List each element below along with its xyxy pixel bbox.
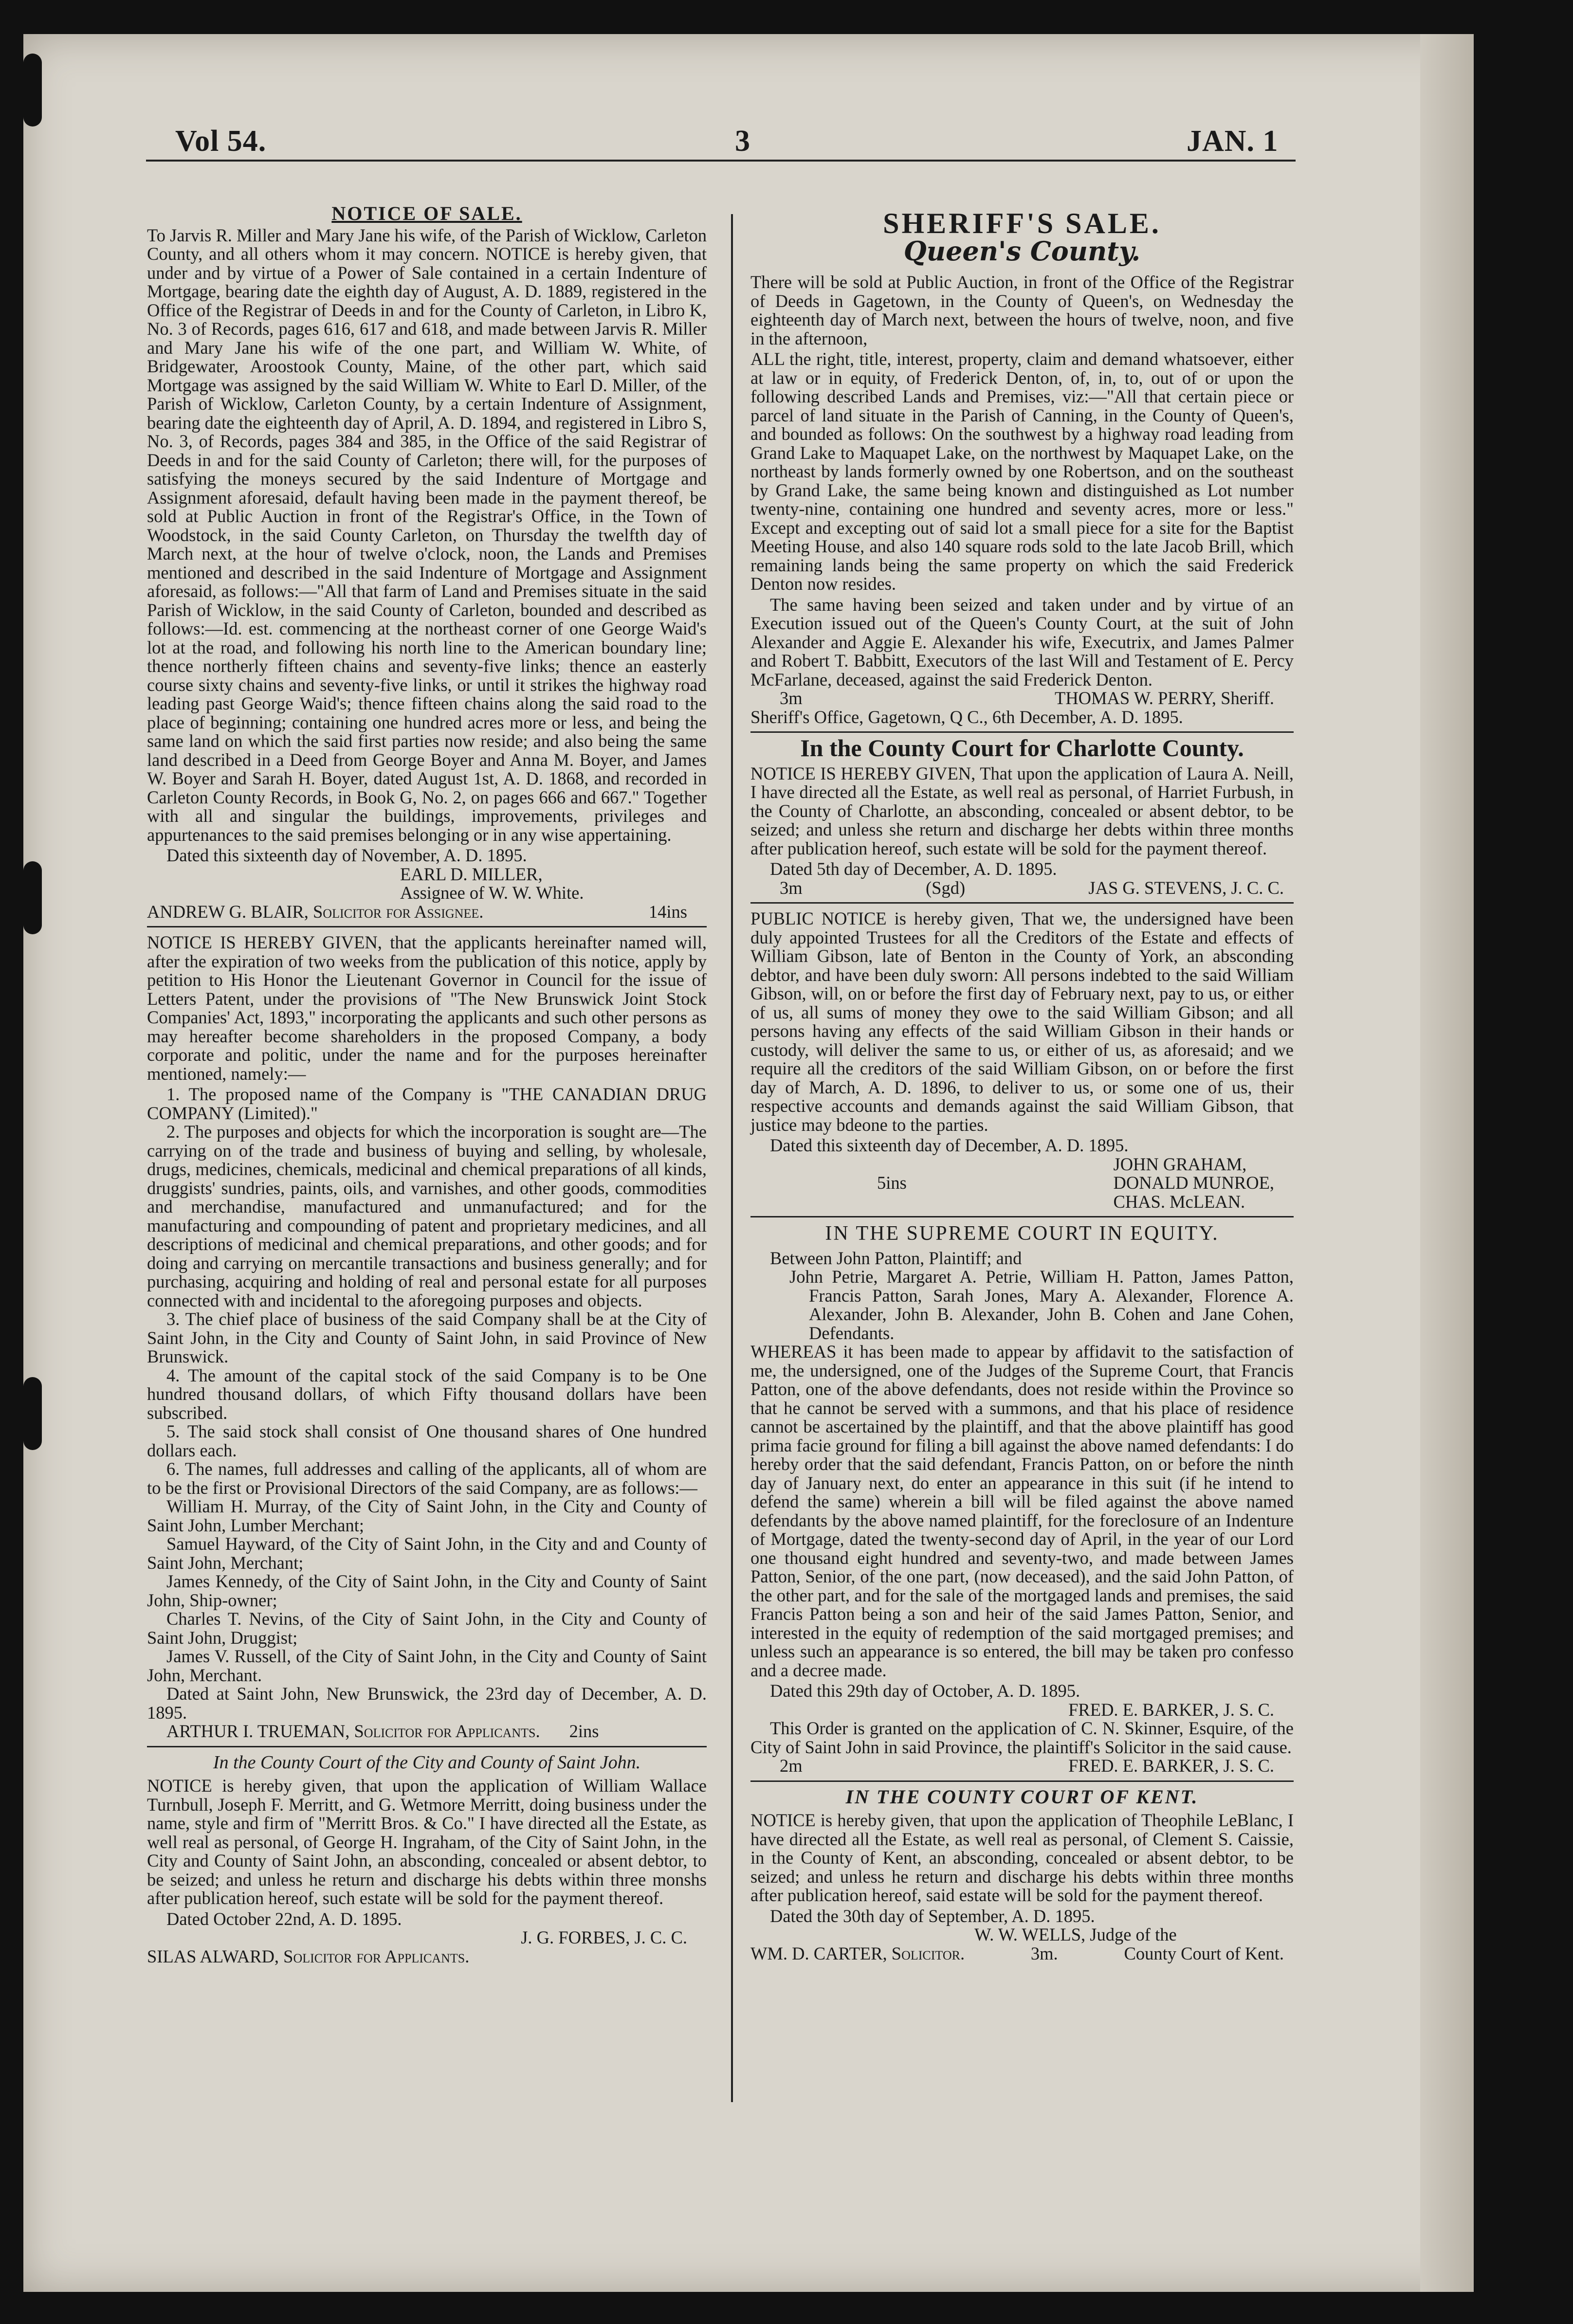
right-column xyxy=(750,204,1294,1963)
notice-of-sale-signer: EARL D. MILLER, xyxy=(400,864,543,884)
drug-company-item: 2. The purposes and objects for which the incorporation is sought are—The carrying on of the trade and business of buying and selling, by wholesale, drugs, medicines, chemicals, medicinal and chemical preparations of all kinds, druggists' sundries, paints, oils, and varnishes, and other goods, commodities and merchandise, manufactured and unmanufactured; and for the manufacturing and compounding of patent and proprietary medicines, and all descriptions of medicinal and chemical preparations, and other goods; and for doing and carrying on mercantile transactions and business generally; and for purchasing, acquiring and holding of real and personal estate for all purposes connected with and incidental to the aforegoing purposes and objects. xyxy=(147,1122,707,1310)
section-rule xyxy=(750,1780,1294,1782)
charlotte-dated: Dated 5th day of December, A. D. 1895. xyxy=(770,859,1057,879)
sheriff-body-2: ALL the right, title, interest, property, claim and demand whatsoever, either at law or in equity, of Frederick Denton, of, in, to, out of or upon the following described Lands and Premises, viz:—"All that certain piece or parcel of land situate in the Parish of Canning, in the County of Queen's, and bounded as follows: On the southwest by a highway road leading from Grand Lake to Maquapet Lake, on the northwest by Maquapet Lake, on the northeast by lands formerly owned by one Robertson, and on the southeast by Grand Lake, the same being known and distinguished as Lot number twenty-nine, containing one hundred and seventy acres, more or less." Except and excepting out of said lot a small piece for a site for the Baptist Meeting House, and also 140 square rods sold to the late Jacob Brill, which remaining lands being the same property on which the said Frederick Denton now resides. xyxy=(750,349,1294,594)
drug-company-item: 3. The chief place of business of the said Company shall be at the City of Saint John, in the City and County of Saint John, in said Province of New Brunswick. xyxy=(147,1309,707,1366)
notice-of-sale-body: To Jarvis R. Miller and Mary Jane his wife, of the Parish of Wicklow, Carleton County, and all others whom it may concern. NOTICE is hereby given, that under and by virtue of a Power of Sale contained in a certain Indenture of Mortgage, bearing date the eighth day of August, A. D. 1889, registered in the Office of the Registrar of Deeds in and for the County of Carleton, in Libro K, No. 3 of Records, pages 616, 617 and 618, and made between Jarvis R. Miller and Mary Jane his wife of the one part, and William W. White, of Bridgewater, Aroostook County, Maine, of the other part, which said Mortgage was assigned by the said William W. White to Earl D. Miller, of the Parish of Wicklow, Carleton County, by a certain Indenture of Assignment, bearing date the eighteenth day of April, A. D. 1894, and registered in Libro S, No. 3, of Records, pages 384 and 385, in the Office of the said Registrar of Deeds in and for the said County of Carleton; there will, for the purposes of satisfying the moneys secured by the said Indenture of Mortgage and Assignment aforesaid, default having been made in the payment thereof, be sold at Public Auction in front of the Registrar's Office, in the Town of Woodstock, in the said County Carleton, on Thursday the twelfth day of March next, at the hour of twelve o'clock, noon, the Lands and Premises mentioned and described in the said Indenture of Mortgage and Assignment aforesaid, as follows:—"All that farm of Land and Premises situate in the said Parish of Wicklow, in the said County of Carleton, bounded and described as follows:—Id. est. commencing at the northeast corner of one George Waid's lot at the road, and following his north line to the American boundary line; thence northerly fifteen chains and seventy-five links; thence an easterly course sixty chains and seventy-five links, or until it strikes the highway road leading past George Waid's; thence fifteen chains along the said road to the place of beginning; containing one hundred acres more or less, and being the same land on which the said first parties now reside; and also being the same land described in a Deed from George Boyer and Anna M. Boyer, and James W. Boyer and Sarah H. Boyer, dated August 1st, A. D. 1868, and recorded in Carleton County Records, in Book G, No. 2, on pages 666 and 667." Together with all and singular the buildings, improvements, privileges and appurtenances to the said premises belonging or in any wise appertaining. xyxy=(147,225,707,845)
notice-of-sale-solicitor: ANDREW G. BLAIR, Solicitor for Assignee. xyxy=(147,901,484,922)
charlotte-body: NOTICE IS HEREBY GIVEN, That upon the application of Laura A. Neill, I have directed all the Estate, as well real as personal, of Harriet Furbush, in the County of Charlotte, an absconding, concealed or absent debtor, to be seized; and unless she return and discharge her debts within three months after publication hereof, such estate will be sold for the payment thereof. xyxy=(750,763,1294,858)
kent-title: IN THE COUNTY COURT OF KENT. xyxy=(845,1785,1199,1808)
queens-county-subtitle: Queen's County. xyxy=(903,235,1141,267)
notice-of-sale-footer xyxy=(147,903,707,922)
drug-company-applicant: Charles T. Nevins, of the City of Saint John, in the City and County of Saint John, Druggist; xyxy=(147,1609,707,1648)
gibson-dated: Dated this sixteenth day of December, A. D. 1895. xyxy=(770,1135,1129,1155)
page-number: 3 xyxy=(735,125,750,158)
sheriff-sale-title: SHERIFF'S SALE. xyxy=(883,207,1161,239)
supreme-judge: FRED. E. BARKER, J. S. C. xyxy=(1068,1699,1274,1720)
trustee-name: DONALD MUNROE, xyxy=(1113,1173,1274,1193)
notice-of-sale-signer-title: Assignee of W. W. White. xyxy=(400,883,584,903)
supreme-signature-row xyxy=(750,1757,1294,1776)
supreme-parties-1: Between John Patton, Plaintiff; and xyxy=(770,1248,1022,1268)
gibson-body: PUBLIC NOTICE is hereby given, That we, the undersigned have been duly appointed Trustees for all the Creditors of the Estate and effects of William Gibson, late of Benton in the County of York, an absconding debtor, and have been duly sworn: All persons indebted to the said William Gibson, will, on or before the first day of February next, pay to us, or either of us, all sums of money they owe to the said William Gibson; and all persons having any effects of the said William Gibson in their hands or custody, will deliver the same to us, or either of us, as aforesaid; and we require all the creditors of the said William Gibson, on or before the first day of March, A. D. 1896, to deliver to us, or some one of us, their respective accounts and demands against the said William Gibson, that justice may bdeone to the parties. xyxy=(750,908,1294,1135)
charlotte-sgd: (Sgd) xyxy=(925,877,966,898)
merritt-dated: Dated October 22nd, A. D. 1895. xyxy=(166,1908,402,1929)
supreme-term: 2m xyxy=(780,1756,803,1776)
binding-hole-middle xyxy=(23,861,42,934)
notice-of-sale-insertion: 14ins xyxy=(648,901,687,922)
gibson-trustees xyxy=(1113,1155,1274,1212)
sheriff-office: Sheriff's Office, Gagetown, Q C., 6th December, A. D. 1895. xyxy=(750,707,1183,727)
kent-solicitor: WM. D. CARTER, Solicitor. xyxy=(750,1943,965,1963)
section-rule xyxy=(147,926,707,927)
supreme-dated: Dated this 29th day of October, A. D. 1895. xyxy=(770,1681,1080,1701)
gibson-signature-row xyxy=(750,1155,1294,1212)
kent-term: 3m. xyxy=(1030,1943,1058,1963)
section-rule xyxy=(750,1216,1294,1217)
notice-of-sale-dated: Dated this sixteenth day of November, A. D. 1895. xyxy=(166,845,527,865)
column-divider xyxy=(731,214,733,2102)
drug-company-item: 6. The names, full addresses and calling of the applicants, all of whom are to be the first or Provisional Directors of the said Company, are as follows:— xyxy=(147,1459,707,1498)
issue-date: JAN. 1 xyxy=(1187,125,1279,158)
drug-company-insertion: 2ins xyxy=(569,1721,599,1741)
drug-company-applicant: Samuel Hayward, of the City of Saint John, in the City and and County of Saint John, Merchant; xyxy=(147,1534,707,1573)
charlotte-signature-row xyxy=(750,879,1294,898)
volume-label: Vol 54. xyxy=(175,125,267,158)
supreme-judge-2: FRED. E. BARKER, J. S. C. xyxy=(1068,1756,1274,1776)
supreme-order: This Order is granted on the application of C. N. Skinner, Esquire, of the City of Saint John in said Province, the plaintiff's Solicitor in the said cause. xyxy=(750,1718,1294,1757)
kent-dated: Dated the 30th day of September, A. D. 1895. xyxy=(770,1906,1095,1926)
kent-signature-row xyxy=(750,1944,1294,1963)
charlotte-judge: JAS G. STEVENS, J. C. C. xyxy=(1088,877,1284,898)
header-rule xyxy=(146,160,1296,162)
section-rule xyxy=(750,902,1294,904)
kent-judge: W. W. WELLS, Judge of the xyxy=(974,1925,1177,1944)
left-column xyxy=(147,204,707,1966)
drug-company-intro: NOTICE IS HEREBY GIVEN, that the applicants hereinafter named will, after the expiration of two weeks from the publication of this notice, apply by petition to His Honor the Lieutenant Governor in Council for the issue of Letters Patent, under the provisions of "The New Brunswick Joint Stock Companies' Act, 1893," incorporating the applicants and such other persons as may hereafter become shareholders in the proposed Company, a body corporate and politic, under the name and for the purposes hereinafter mentioned, namely:— xyxy=(147,932,707,1084)
merritt-title: In the County Court of the City and County of Saint John. xyxy=(213,1752,641,1773)
gibson-insertion: 5ins xyxy=(877,1173,907,1193)
drug-company-solicitor: ARTHUR I. TRUEMAN, Solicitor for Applicants. xyxy=(166,1721,540,1741)
merritt-body: NOTICE is hereby given, that upon the application of William Wallace Turnbull, Joseph F. Merritt, and G. Wetmore Merritt, doing business under the name, style and firm of "Merritt Bros. & Co." I have directed all the Estate, as well real as personal, of George H. Ingraham, of the City of Saint John, in the City and County of Saint John, an absconding, concealed or absent debtor, to be seized; and unless he return and discharge his debts within three monshs after publication hereof, such estate will be sold for the payment thereof. xyxy=(147,1776,707,1908)
drug-company-applicant: William H. Murray, of the City of Saint John, in the City and County of Saint John, Lumber Merchant; xyxy=(147,1496,707,1535)
kent-court: County Court of Kent. xyxy=(1124,1943,1284,1963)
drug-company-footer xyxy=(147,1722,707,1741)
sheriff-body-3: The same having been seized and taken under and by virtue of an Execution issued out of the Queen's County Court, at the suit of John Alexander and Aggie E. Alexander his wife, Executrix, and James Palmer and Robert T. Babbitt, Executors of the last Will and Testament of E. Percy McFarlane, deceased, against the said Frederick Denton. xyxy=(750,594,1294,690)
charlotte-term: 3m xyxy=(780,877,803,898)
binding-hole-top xyxy=(23,54,42,127)
charlotte-title: In the County Court for Charlotte County. xyxy=(800,734,1244,762)
sheriff-term: 3m xyxy=(780,688,803,708)
section-rule xyxy=(147,1746,707,1747)
merritt-judge: J. G. FORBES, J. C. C. xyxy=(521,1927,687,1947)
kent-body: NOTICE is hereby given, that upon the application of Theophile LeBlanc, I have directed all the Estate, as well real as personal, of Clement S. Caissie, in the County of Kent, an absconding, concealed or absent debtor, to be seized; and unless he return and discharge his debts within three months after publication hereof, said estate will be sold for the payment thereof. xyxy=(750,1810,1294,1905)
binding-hole-bottom xyxy=(23,1377,42,1450)
drug-company-item: 5. The said stock shall consist of One thousand shares of One hundred dollars each. xyxy=(147,1421,707,1460)
supreme-parties-2: John Petrie, Margaret A. Petrie, William H. Patton, James Patton, Francis Patton, Sarah Jones, Mary A. Alexander, Florence A. Alexander, John B. Alexander, John B. Cohen and Jane Cohen, Defendants. xyxy=(789,1267,1294,1343)
sheriff-body-1: There will be sold at Public Auction, in front of the Office of the Registrar of Deeds in Gagetown, in the County of Queen's, on Wednesday the eighteenth day of March next, between the hours of twelve, noon, and five in the afternoon, xyxy=(750,272,1294,348)
drug-company-item: 4. The amount of the capital stock of the said Company is to be One hundred thousand dollars, of which Fifty thousand dollars have been subscribed. xyxy=(147,1365,707,1423)
section-rule xyxy=(750,731,1294,733)
supreme-court-title: IN THE SUPREME COURT IN EQUITY. xyxy=(825,1222,1219,1245)
sheriff-signature-row xyxy=(750,689,1294,708)
merritt-solicitor: SILAS ALWARD, Solicitor for Applicants. xyxy=(147,1946,470,1966)
drug-company-dated: Dated at Saint John, New Brunswick, the 23rd day of December, A. D. 1895. xyxy=(147,1684,707,1723)
notice-of-sale-title: NOTICE OF SALE. xyxy=(331,202,522,224)
drug-company-applicant: James V. Russell, of the City of Saint John, in the City and County of Saint John, Merchant. xyxy=(147,1646,707,1685)
drug-company-applicant: James Kennedy, of the City of Saint John, in the City and County of Saint John, Ship-owner; xyxy=(147,1571,707,1610)
page-edge xyxy=(1420,34,1474,2292)
sheriff-signer: THOMAS W. PERRY, Sheriff. xyxy=(1055,688,1274,708)
supreme-body: WHEREAS it has been made to appear by affidavit to the satisfaction of me, the undersigned, one of the Judges of the Supreme Court, that Francis Patton, one of the above defendants, does not reside within the Province so that he cannot be served with a summons, and that his place of residence cannot be ascertained by the plaintiff, and that the above plaintiff has good prima facie ground for filing a bill against the above named defendants: I do hereby order that the said defendant, Francis Patton, on or before the ninth day of January next, do enter an appearance in this suit (if he intend to defend the same) wherein a bill will be filed against the above named defendants by the above named plaintiff, for the foreclosure of an Indenture of Mortgage, dated the twenty-second day of April, in the year of our Lord one thousand eight hundred and seventy-two, and made between James Patton, Senior, of the one part, (now deceased), and the said John Patton, of the other part, and for the sale of the mortgaged lands and premises, the said Francis Patton being a son and heir of the said James Patton, Senior, and interested in the equity of redemption of the said mortgaged premises; and unless such an appearance is so entered, the bill may be taken pro confesso and a decree made. xyxy=(750,1342,1294,1680)
drug-company-item: 1. The proposed name of the Company is "THE CANADIAN DRUG COMPANY (Limited)." xyxy=(147,1084,707,1123)
trustee-name: CHAS. McLEAN. xyxy=(1113,1191,1245,1212)
trustee-name: JOHN GRAHAM, xyxy=(1113,1154,1247,1174)
